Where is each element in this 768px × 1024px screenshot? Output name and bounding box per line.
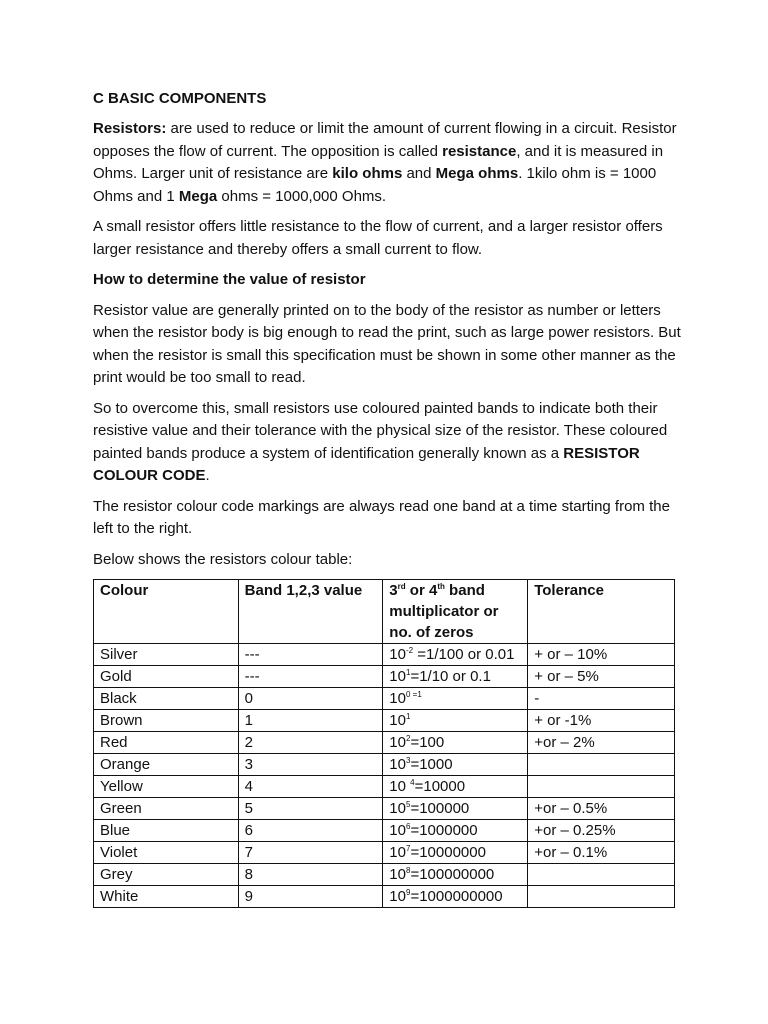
- cell-multiplicator: $10^9=1000000000$: [383, 886, 528, 908]
- cell-tolerance: [528, 864, 675, 886]
- paragraph-printed-value: Resistor value are generally printed on to the body of the resistor as number or letters when the resistor body is big enough to read the print, such as large power resistors. But when the resistor is small this specification must be shown in some other manner as the print would be too small to read.: [93, 301, 681, 386]
- table-row: [94, 666, 675, 688]
- cell-colour: Green: [94, 798, 239, 820]
- cell-tolerance: +or – 0.5%: [528, 798, 675, 820]
- cell-colour: Red: [94, 732, 239, 754]
- resistor-colour-table: [93, 579, 675, 908]
- header-tolerance: Tolerance: [528, 580, 675, 644]
- cell-colour: Grey: [94, 864, 239, 886]
- table-row: [94, 754, 675, 776]
- term-resistor-colour-code: RESISTOR COLOUR CODE: [93, 444, 640, 484]
- term-kilo-ohms: kilo ohms: [332, 165, 403, 182]
- paragraph-small-resistor: A small resistor offers little resistance to the flow of current, and a larger resistor offers larger resistance and thereby offers a small current to flow.: [93, 218, 663, 258]
- cell-multiplicator: $10^6=1000000$: [383, 820, 528, 842]
- cell-tolerance: -: [528, 688, 675, 710]
- cell-multiplicator: $10^1=1/10$ or 0.1: [383, 666, 528, 688]
- cell-multiplicator: $10^8=100000000$: [383, 864, 528, 886]
- paragraph-colour-bands: So to overcome this, small resistors use coloured painted bands to indicate both their resistive value and their tolerance with the physical size of the resistor. These coloured painted bands produce a system of identification generally known as a RESISTOR COLOUR CODE.: [93, 399, 668, 484]
- table-row: [94, 864, 675, 886]
- cell-colour: White: [94, 886, 239, 908]
- cell-band-value: 0: [238, 688, 383, 710]
- cell-band-value: 2: [238, 732, 383, 754]
- cell-multiplicator: 10 $^4$=10000: [383, 776, 528, 798]
- table-row: [94, 776, 675, 798]
- table-row: [94, 842, 675, 864]
- cell-colour: Blue: [94, 820, 239, 842]
- table-row: [94, 732, 675, 754]
- cell-tolerance: [528, 776, 675, 798]
- cell-multiplicator: $10^2=100$: [383, 732, 528, 754]
- cell-colour: Yellow: [94, 776, 239, 798]
- cell-band-value: 9: [238, 886, 383, 908]
- table-row: [94, 798, 675, 820]
- cell-band-value: 4: [238, 776, 383, 798]
- cell-multiplicator: $10^{-2} =1/100$ or 0.01: [383, 644, 528, 666]
- cell-multiplicator: $10^{0 =1}$: [383, 688, 528, 710]
- table-row: [94, 688, 675, 710]
- table-row: [94, 886, 675, 908]
- cell-band-value: 5: [238, 798, 383, 820]
- table-row: [94, 644, 675, 666]
- header-band-value: Band 1,2,3 value: [238, 580, 383, 644]
- term-resistors: Resistors:: [93, 120, 167, 137]
- cell-tolerance: +or – 0.1%: [528, 842, 675, 864]
- section-heading: C BASIC COMPONENTS: [93, 90, 267, 107]
- document-page: [93, 88, 693, 908]
- table-row: [94, 820, 675, 842]
- paragraph-resistors: Resistors: are used to reduce or limit the amount of current flowing in a circuit. Resistor opposes the flow of current. The opposition is called resistance, and it is measured in Ohms. Larger unit of resistance are kilo ohms and Mega ohms. 1kilo ohm is = 1000 Ohms and 1 Mega ohms = 1000,000 Ohms.: [93, 120, 677, 205]
- term-mega: Mega: [178, 187, 218, 205]
- cell-multiplicator: $10^1$: [383, 710, 528, 732]
- cell-tolerance: [528, 886, 675, 908]
- cell-multiplicator: $10^3=1000$: [383, 754, 528, 776]
- cell-colour: Violet: [94, 842, 239, 864]
- cell-band-value: 1: [238, 710, 383, 732]
- cell-colour: Gold: [94, 666, 239, 688]
- cell-colour: Brown: [94, 710, 239, 732]
- cell-colour: Silver: [94, 644, 239, 666]
- cell-band-value: 3: [238, 754, 383, 776]
- table-header-row: [94, 580, 675, 644]
- table-body: [94, 644, 675, 908]
- header-colour: Colour: [94, 580, 239, 644]
- table-row: [94, 710, 675, 732]
- cell-tolerance: [528, 754, 675, 776]
- cell-multiplicator: $10^5=100000$: [383, 798, 528, 820]
- cell-colour: Orange: [94, 754, 239, 776]
- paragraph-table-intro: Below shows the resistors colour table:: [93, 550, 353, 568]
- cell-band-value: ---: [238, 644, 383, 666]
- cell-tolerance: +or – 2%: [528, 732, 675, 754]
- cell-band-value: 7: [238, 842, 383, 864]
- cell-tolerance: + or – 10%: [528, 644, 675, 666]
- term-resistance: resistance: [442, 142, 517, 160]
- cell-band-value: 6: [238, 820, 383, 842]
- cell-multiplicator: $10^7=10000000$: [383, 842, 528, 864]
- term-mega-ohms: Mega ohms: [435, 165, 519, 182]
- subheading-determine-value: How to determine the value of resistor: [93, 271, 366, 288]
- cell-tolerance: + or -1%: [528, 710, 675, 732]
- cell-tolerance: + or – 5%: [528, 666, 675, 688]
- cell-band-value: 8: [238, 864, 383, 886]
- cell-band-value: ---: [238, 666, 383, 688]
- cell-tolerance: +or – 0.25%: [528, 820, 675, 842]
- cell-colour: Black: [94, 688, 239, 710]
- header-multiplicator: 3rd or 4th band multiplicator or no. of zeros: [383, 580, 528, 644]
- paragraph-reading-direction: The resistor colour code markings are always read one band at a time starting from the left to the right.: [93, 497, 670, 537]
